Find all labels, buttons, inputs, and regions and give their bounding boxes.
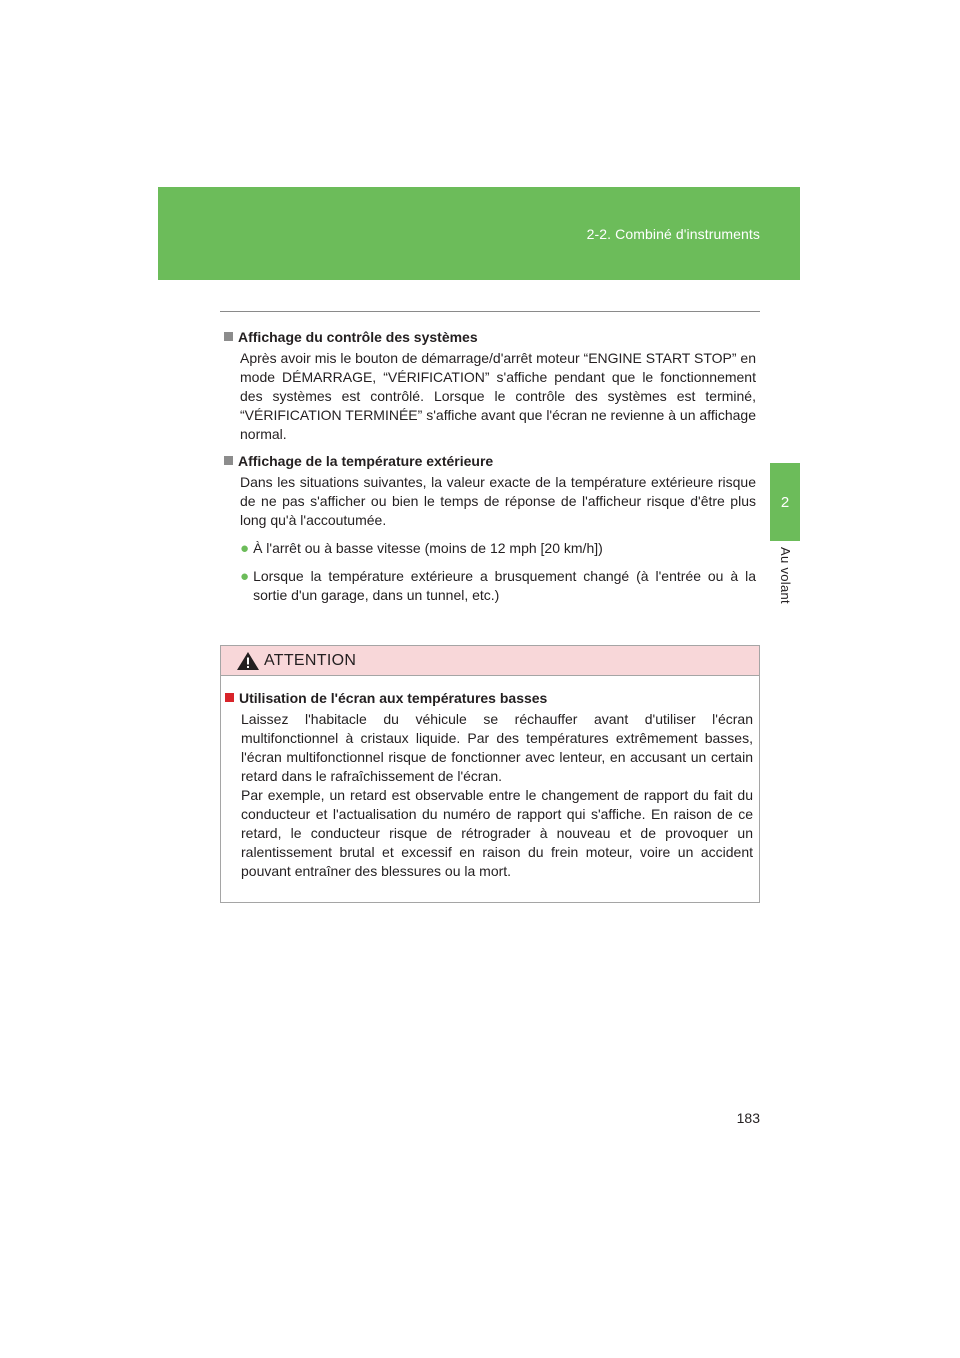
- list-item: [240, 567, 756, 605]
- warning-box: [220, 645, 760, 903]
- item-body: Après avoir mis le bouton de démarrage/d'arrêt moteur “ENGINE START STOP” en mode DÉMARRAGE, “VÉRIFICATION” s'affiche pendant que le fonctionnement des systèmes est contrôlé. Lorsque le contrôle des systèmes est terminé, “VÉRIFICATION TERMINÉE” s'affiche avant que l'écran ne revienne à un affichage normal.: [240, 350, 756, 442]
- warning-heading: [225, 689, 753, 708]
- top-rule: [220, 311, 760, 312]
- section-title: 2-2. Combiné d'instruments: [586, 226, 760, 242]
- list-item-text: À l'arrêt ou à basse vitesse (moins de 12 mph [20 km/h]): [253, 540, 603, 556]
- list-item: [240, 539, 756, 558]
- warning-title: ATTENTION: [264, 651, 357, 669]
- header-band: [158, 187, 800, 280]
- red-square-bullet-icon: [225, 693, 234, 702]
- warning-paragraph: Laissez l'habitacle du véhicule se réchauffer avant d'utiliser l'écran multifonctionnel à cristaux liquide. Par des températures extrêmement basses, l'écran multifonctionnel risque de fonctionner avec lenteur, en accusant un certain retard dans le rafraîchissement de l'écran.: [241, 711, 753, 784]
- item-outside-temperature: [224, 452, 756, 605]
- item-body: Dans les situations suivantes, la valeur exacte de la température extérieure risque de ne pas s'afficher ou bien le temps de réponse de l'afficheur risque d'être plus long qu'à l'accoutumée.: [240, 474, 756, 528]
- item-heading-text: Affichage du contrôle des systèmes: [238, 329, 478, 345]
- warning-header: [221, 646, 759, 676]
- chapter-tab: [770, 463, 800, 541]
- chapter-label: [773, 546, 797, 604]
- page-number: 183: [736, 1110, 760, 1126]
- item-heading: [224, 452, 756, 471]
- round-bullet-icon: ●: [240, 568, 250, 585]
- item-system-check: [224, 328, 756, 444]
- item-heading-text: Affichage de la température extérieure: [238, 453, 494, 469]
- square-bullet-icon: [224, 332, 233, 341]
- square-bullet-icon: [224, 456, 233, 465]
- round-bullet-icon: ●: [240, 540, 250, 557]
- chapter-number: 2: [780, 493, 790, 511]
- warning-triangle-icon: [236, 651, 260, 671]
- chapter-label-text: Au volant: [777, 546, 793, 604]
- item-heading: [224, 328, 756, 347]
- warning-paragraph: Par exemple, un retard est observable entre le changement de rapport du fait du conducteur et l'actualisation du numéro de rapport qui s'affiche. En raison de ce retard, le conducteur risque de rétrograder à nouveau et de provoquer un ralentissement brutal et excessif en raison du frein moteur, voire un accident pouvant entraîner des blessures ou la mort.: [241, 787, 753, 879]
- list-item-text: Lorsque la température extérieure a brusquement changé (à l'entrée ou à la sortie d'un garage, dans un tunnel, etc.): [253, 568, 756, 603]
- main-content: [224, 328, 756, 613]
- warning-body: [221, 676, 759, 881]
- warning-heading-text: Utilisation de l'écran aux températures basses: [239, 690, 548, 706]
